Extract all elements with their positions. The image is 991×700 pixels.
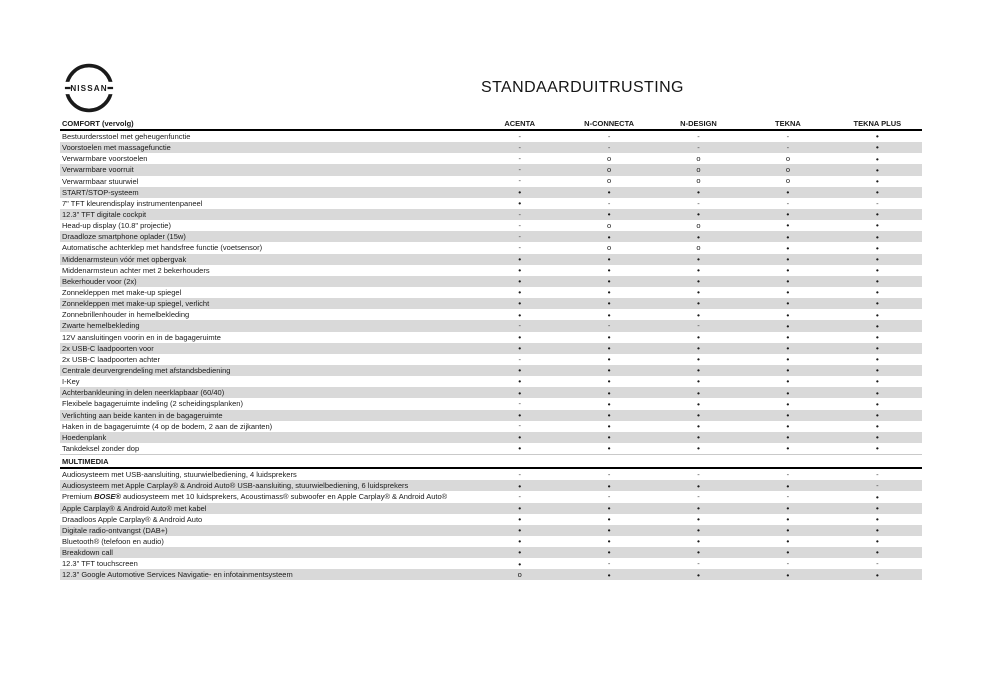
table-row	[60, 558, 922, 569]
feature-label: Head-up display (10.8" projectie)	[62, 221, 171, 231]
cell-tekna-plus: •	[875, 187, 879, 198]
cell-tekna-plus: •	[875, 142, 879, 153]
table-row	[60, 376, 922, 387]
cell-n-design: •	[697, 502, 700, 513]
cell-acenta: -	[518, 131, 521, 141]
cell-tekna-plus: •	[875, 242, 879, 253]
cell-tekna-plus: -	[876, 469, 879, 479]
cell-tekna-plus: -	[876, 198, 879, 208]
cell-tekna: -	[786, 142, 790, 152]
cell-acenta: •	[518, 265, 522, 275]
feature-label: Zonnekleppen met make-up spiegel	[62, 288, 182, 298]
cell-n-design: •	[697, 276, 700, 287]
feature-label: Middenarmsteun vóór met opbergvak	[62, 254, 187, 264]
feature-label: Bluetooth® (telefoon en audio)	[62, 536, 164, 546]
feature-label: Bestuurdersstoel met geheugenfunctie	[62, 132, 191, 142]
cell-acenta: •	[518, 287, 522, 298]
cell-tekna-plus: •	[875, 131, 879, 142]
cell-tekna-plus: •	[875, 536, 879, 547]
feature-label: Zwarte hemelbekleding	[62, 321, 140, 331]
cell-n-connecta: •	[607, 480, 611, 491]
feature-label: Verwarmbare voorstoelen	[62, 154, 148, 164]
cell-acenta: •	[518, 342, 522, 353]
cell-acenta: •	[518, 513, 522, 524]
column-header-tekna: TEKNA	[775, 119, 801, 128]
cell-tekna-plus: •	[875, 164, 879, 175]
cell-n-design: •	[697, 342, 700, 353]
cell-n-design: o	[696, 165, 701, 175]
feature-label: Digitale radio-ontvangst (DAB+)	[62, 525, 168, 535]
cell-tekna-plus: •	[875, 309, 879, 320]
cell-n-connecta: •	[607, 342, 611, 353]
cell-n-connecta: •	[607, 376, 611, 387]
cell-acenta: •	[518, 443, 522, 454]
table-header-row	[60, 115, 922, 131]
column-header-n-design: N-DESIGN	[680, 119, 717, 128]
cell-acenta: •	[518, 309, 522, 320]
feature-label: Verwarmbare voorruit	[62, 165, 134, 175]
cell-n-design: -	[697, 492, 700, 502]
cell-acenta: •	[518, 187, 522, 198]
table-row	[60, 432, 922, 443]
table-row	[60, 491, 922, 502]
feature-label-part: audiosysteem met 10 luidsprekers, Acoustimass® subwoofer en Apple Carplay® & Android Auto®	[120, 492, 448, 502]
cell-tekna-plus: •	[875, 525, 879, 536]
table-body	[60, 131, 922, 580]
cell-acenta: •	[518, 365, 522, 376]
cell-acenta: -	[518, 321, 521, 331]
cell-n-design: •	[697, 443, 700, 454]
table-row	[60, 276, 922, 287]
cell-tekna-plus: •	[875, 342, 879, 353]
cell-acenta: -	[518, 209, 521, 219]
cell-tekna-plus: •	[875, 276, 879, 287]
table-row	[60, 164, 922, 175]
cell-n-design: -	[697, 469, 700, 479]
cell-n-design: •	[697, 187, 700, 198]
section-title: MULTIMEDIA	[62, 456, 109, 466]
cell-tekna: •	[786, 287, 790, 298]
cell-acenta: •	[518, 387, 522, 398]
table-row	[60, 569, 922, 580]
cell-acenta: •	[518, 525, 522, 536]
cell-n-design: o	[696, 176, 701, 186]
cell-n-connecta: o	[607, 176, 612, 186]
cell-tekna-plus: •	[875, 409, 879, 420]
cell-tekna-plus: •	[875, 287, 879, 298]
cell-tekna: •	[786, 331, 790, 342]
cell-n-design: •	[697, 409, 700, 420]
cell-n-connecta: •	[607, 536, 611, 547]
table-row	[60, 131, 922, 142]
cell-tekna-plus: -	[876, 559, 879, 569]
cell-n-design: -	[697, 142, 700, 152]
table-row	[60, 365, 922, 376]
cell-n-connecta: •	[607, 331, 611, 342]
cell-tekna-plus: •	[875, 220, 879, 231]
nissan-logo-text: NISSAN	[70, 83, 108, 93]
table-row	[60, 525, 922, 536]
feature-label: Audiosysteem met USB-aansluiting, stuurwielbediening, 4 luidsprekers	[62, 470, 297, 480]
table-row	[60, 231, 922, 242]
cell-acenta: o	[517, 570, 522, 580]
cell-n-connecta: •	[607, 409, 611, 420]
cell-tekna: •	[786, 569, 790, 580]
cell-tekna: -	[786, 131, 790, 141]
cell-tekna: •	[786, 309, 790, 320]
feature-label: Tankdeksel zonder dop	[62, 444, 140, 453]
cell-tekna-plus: •	[875, 387, 879, 398]
table-row	[60, 354, 922, 365]
cell-n-design: •	[697, 298, 700, 309]
cell-acenta: •	[518, 298, 522, 309]
feature-label: Voorstoelen met massagefunctie	[62, 143, 171, 153]
column-header-n-connecta: N-CONNECTA	[584, 119, 635, 128]
cell-n-design: -	[697, 198, 700, 208]
cell-n-design: •	[697, 253, 700, 264]
cell-acenta: -	[518, 399, 521, 409]
cell-tekna: •	[786, 187, 790, 198]
cell-acenta: •	[518, 253, 522, 264]
cell-n-connecta: -	[607, 559, 611, 569]
table-row	[60, 254, 922, 265]
cell-n-connecta: -	[607, 321, 611, 331]
cell-tekna: •	[786, 209, 790, 220]
cell-n-connecta: •	[607, 547, 611, 558]
cell-n-design: •	[697, 480, 700, 491]
cell-n-connecta: o	[607, 154, 612, 164]
nissan-logo	[61, 63, 117, 113]
cell-tekna-plus: •	[875, 443, 879, 454]
table-row	[60, 320, 922, 331]
cell-n-connecta: -	[607, 131, 611, 141]
cell-tekna-plus: •	[875, 265, 879, 275]
cell-tekna: •	[786, 398, 790, 409]
section-header-multimedia	[60, 454, 922, 469]
feature-label-part: Premium	[62, 492, 95, 502]
cell-n-design: •	[697, 209, 700, 220]
table-row	[60, 242, 922, 253]
cell-acenta: -	[518, 421, 521, 431]
cell-tekna: •	[786, 365, 790, 376]
cell-n-connecta: •	[607, 253, 611, 264]
cell-tekna-plus: •	[875, 153, 879, 164]
cell-n-design: •	[697, 525, 700, 536]
cell-n-design: •	[697, 265, 700, 275]
cell-n-connecta: •	[607, 387, 611, 398]
cell-n-design: •	[697, 287, 700, 298]
feature-label: Middenarmsteun achter met 2 bekerhouders	[62, 265, 210, 275]
cell-tekna: •	[786, 443, 790, 454]
cell-tekna: o	[785, 165, 790, 175]
cell-acenta: •	[518, 276, 522, 287]
cell-n-connecta: •	[607, 432, 611, 443]
cell-acenta: •	[518, 480, 522, 491]
cell-n-connecta: •	[607, 513, 611, 524]
cell-tekna-plus: -	[876, 481, 879, 491]
cell-n-design: •	[697, 309, 700, 320]
cell-n-connecta: •	[607, 398, 611, 409]
table-row	[60, 187, 922, 198]
cell-acenta: •	[518, 331, 522, 342]
cell-tekna: •	[786, 536, 790, 547]
feature-label: START/STOP-systeem	[62, 187, 139, 197]
cell-acenta: -	[518, 176, 521, 186]
cell-acenta: -	[518, 154, 521, 164]
feature-label: Audiosysteem met Apple Carplay® & Android Auto® USB-aansluiting, stuurwielbediening, 6 luidsprekers	[62, 481, 409, 491]
feature-label: Verlichting aan beide kanten in de bagageruimte	[62, 410, 223, 420]
cell-tekna: -	[786, 559, 790, 569]
cell-n-design: •	[697, 365, 700, 376]
cell-tekna: •	[786, 376, 790, 387]
cell-n-connecta: o	[607, 220, 612, 230]
cell-tekna-plus: •	[875, 365, 879, 376]
cell-tekna-plus: •	[875, 231, 879, 242]
cell-tekna: •	[786, 220, 790, 231]
cell-tekna: •	[786, 502, 790, 513]
table-row	[60, 298, 922, 309]
cell-n-design: •	[697, 354, 700, 365]
feature-label: I-Key	[62, 377, 80, 387]
feature-label: 7" TFT kleurendisplay instrumentenpaneel	[62, 198, 203, 208]
table-row	[60, 469, 922, 480]
cell-tekna-plus: •	[875, 513, 879, 524]
table-row	[60, 536, 922, 547]
cell-acenta: -	[518, 243, 521, 253]
table-row	[60, 142, 922, 153]
trim-column-headers	[475, 119, 922, 128]
feature-label-part: BOSE®	[94, 492, 121, 502]
table-row	[60, 198, 922, 209]
cell-tekna: o	[785, 154, 790, 164]
cell-tekna-plus: •	[875, 376, 879, 387]
cell-acenta: -	[518, 165, 521, 175]
cell-acenta: •	[518, 198, 522, 209]
cell-tekna: •	[786, 525, 790, 536]
cell-n-connecta: •	[607, 231, 611, 242]
table-row	[60, 514, 922, 525]
cell-n-design: •	[697, 569, 700, 580]
cell-n-design: •	[697, 231, 700, 242]
cell-n-design: •	[697, 387, 700, 398]
table-row	[60, 480, 922, 491]
cell-tekna: •	[786, 320, 790, 331]
table-row	[60, 209, 922, 220]
cell-n-design: •	[697, 513, 700, 524]
cell-n-design: o	[696, 243, 701, 253]
cell-tekna-plus: •	[875, 298, 879, 309]
cell-n-connecta: o	[607, 165, 612, 175]
feature-label	[60, 492, 475, 501]
feature-label: Draadloos Apple Carplay® & Android Auto	[62, 514, 203, 524]
cell-tekna: •	[786, 387, 790, 398]
cell-tekna: •	[786, 265, 790, 275]
cell-n-design: •	[697, 398, 700, 409]
table-row	[60, 503, 922, 514]
cell-acenta: -	[518, 220, 521, 230]
cell-tekna: •	[786, 409, 790, 420]
cell-n-connecta: •	[607, 525, 611, 536]
cell-n-connecta: •	[607, 276, 611, 287]
feature-label: Bekerhouder voor (2x)	[62, 276, 137, 286]
table-row	[60, 387, 922, 398]
cell-acenta: •	[518, 536, 522, 547]
cell-n-connecta: -	[607, 142, 611, 152]
feature-label: Draadloze smartphone oplader (15w)	[62, 232, 186, 242]
cell-acenta: -	[518, 354, 521, 364]
cell-tekna-plus: •	[875, 420, 879, 431]
cell-tekna: -	[786, 492, 790, 502]
table-row	[60, 547, 922, 558]
cell-n-connecta: •	[607, 420, 611, 431]
cell-tekna-plus: •	[875, 320, 879, 331]
feature-label: Breakdown call	[62, 548, 113, 558]
cell-acenta: •	[518, 502, 522, 513]
cell-n-connecta: -	[607, 198, 611, 208]
cell-tekna-plus: •	[875, 569, 879, 580]
cell-tekna: •	[786, 242, 790, 253]
cell-n-connecta: •	[607, 569, 611, 580]
cell-n-connecta: -	[607, 492, 611, 502]
table-row	[60, 265, 922, 276]
feature-label: 12.3" TFT digitale cockpit	[62, 210, 147, 220]
cell-n-design: •	[697, 376, 700, 387]
table-row	[60, 443, 922, 454]
feature-label: Centrale deurvergrendeling met afstandsbediening	[62, 366, 231, 376]
cell-tekna-plus: •	[875, 331, 879, 342]
cell-n-connecta: •	[607, 354, 611, 365]
equipment-table	[60, 115, 922, 580]
cell-n-design: -	[697, 321, 700, 331]
cell-tekna-plus: •	[875, 253, 879, 264]
cell-n-connecta: •	[607, 502, 611, 513]
cell-tekna-plus: •	[875, 175, 879, 186]
feature-label: Zonnekleppen met make-up spiegel, verlicht	[62, 299, 210, 309]
cell-acenta: -	[518, 469, 521, 479]
feature-label: Flexibele bagageruimte indeling (2 scheidingsplanken)	[62, 399, 243, 409]
cell-n-design: •	[697, 536, 700, 547]
cell-acenta: •	[518, 376, 522, 387]
feature-label: 12.3" TFT touchscreen	[62, 559, 138, 569]
cell-n-design: •	[697, 432, 700, 443]
cell-n-connecta: •	[607, 187, 611, 198]
cell-n-connecta: •	[607, 309, 611, 320]
cell-tekna: •	[786, 480, 790, 491]
table-row	[60, 287, 922, 298]
cell-n-connecta: •	[607, 265, 611, 275]
cell-tekna-plus: •	[875, 398, 879, 409]
cell-tekna: •	[786, 420, 790, 431]
cell-tekna: •	[786, 298, 790, 309]
cell-n-design: •	[697, 420, 700, 431]
feature-label: Haken in de bagageruimte (4 op de bodem, 2 aan de zijkanten)	[62, 421, 273, 431]
table-row	[60, 153, 922, 164]
cell-tekna-plus: •	[875, 209, 879, 220]
cell-tekna-plus: •	[875, 502, 879, 513]
feature-label: Automatische achterklep met handsfree functie (voetsensor)	[62, 243, 263, 253]
cell-tekna: •	[786, 547, 790, 558]
feature-label: 2x USB-C laadpoorten voor	[62, 343, 154, 353]
cell-n-design: •	[697, 331, 700, 342]
cell-tekna-plus: •	[875, 432, 879, 443]
cell-n-connecta: •	[607, 443, 611, 454]
feature-label: 2x USB-C laadpoorten achter	[62, 354, 160, 364]
feature-label: Apple Carplay® & Android Auto® met kabel	[62, 503, 207, 513]
cell-n-connecta: -	[607, 469, 611, 479]
cell-n-design: -	[697, 131, 700, 141]
feature-label: Verwarmbaar stuurwiel	[62, 176, 139, 186]
column-header-tekna-plus: TEKNA PLUS	[853, 119, 902, 128]
feature-label: Zonnebrillenhouder in hemelbekleding	[62, 310, 190, 320]
page-title: STANDAARDUITRUSTING	[481, 79, 684, 96]
table-row	[60, 343, 922, 354]
cell-acenta: -	[518, 492, 521, 502]
table-row	[60, 220, 922, 231]
cell-acenta: •	[518, 432, 522, 443]
cell-n-design: o	[696, 154, 701, 164]
cell-tekna: •	[786, 342, 790, 353]
feature-label: 12V aansluitingen voorin en in de bagageruimte	[62, 332, 221, 342]
section-header-comfort: COMFORT (vervolg)	[62, 119, 134, 128]
table-row	[60, 398, 922, 409]
cell-n-design: •	[697, 547, 700, 558]
cell-tekna: •	[786, 276, 790, 287]
cell-acenta: -	[518, 142, 521, 152]
cell-tekna: -	[786, 198, 790, 208]
table-row	[60, 421, 922, 432]
cell-tekna-plus: •	[875, 491, 879, 502]
cell-n-connecta: •	[607, 209, 611, 220]
cell-n-design: o	[696, 220, 701, 230]
cell-tekna: •	[786, 231, 790, 242]
cell-tekna-plus: •	[875, 547, 879, 558]
table-row	[60, 176, 922, 187]
cell-n-connecta: •	[607, 365, 611, 376]
cell-tekna: •	[786, 432, 790, 443]
cell-tekna: •	[786, 354, 790, 365]
cell-n-connecta: •	[607, 298, 611, 309]
table-row	[60, 309, 922, 320]
cell-tekna: •	[786, 513, 790, 524]
cell-tekna: -	[786, 469, 790, 479]
nissan-logo-icon	[61, 63, 117, 113]
cell-acenta: -	[518, 232, 521, 242]
feature-label: 12.3" Google Automotive Services Navigatie- en infotainmentsysteem	[62, 570, 293, 580]
cell-tekna: •	[786, 253, 790, 264]
cell-acenta: •	[518, 558, 522, 569]
cell-n-connecta: •	[607, 287, 611, 298]
column-header-acenta: ACENTA	[504, 119, 536, 128]
cell-n-connecta: o	[607, 243, 612, 253]
feature-label: Achterbankleuning in delen neerklapbaar (60/40)	[62, 388, 225, 398]
table-row	[60, 332, 922, 343]
cell-n-design: -	[697, 559, 700, 569]
feature-label: Hoedenplank	[62, 432, 107, 442]
cell-acenta: •	[518, 409, 522, 420]
cell-tekna: o	[785, 176, 790, 186]
cell-acenta: •	[518, 547, 522, 558]
table-row	[60, 410, 922, 421]
cell-tekna-plus: •	[875, 354, 879, 365]
